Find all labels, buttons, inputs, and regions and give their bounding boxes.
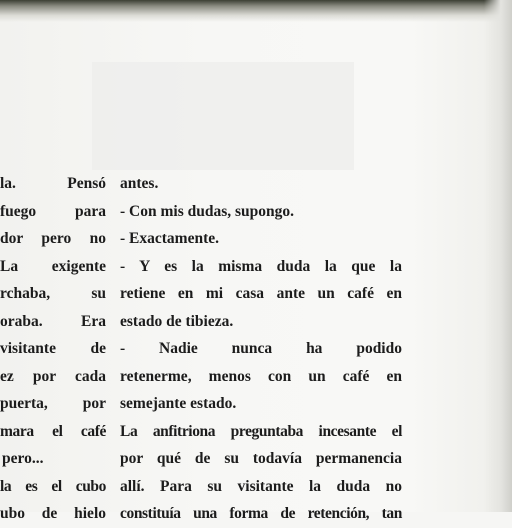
right-line-9: semejante estado. <box>120 395 237 412</box>
right-line-10: La anfitriona preguntaba incesante el <box>120 422 402 440</box>
page-right-shadow <box>484 0 512 512</box>
right-line-6: estado de tibieza. <box>120 312 234 330</box>
right-line-4: - Y es la misma duda la que la <box>120 257 402 275</box>
left-line-3: dor pero no <box>0 230 106 247</box>
left-line-7: visitante de <box>0 340 106 357</box>
right-text-column <box>120 170 402 528</box>
left-line-9: puerta, por <box>0 395 106 412</box>
show-through-block <box>92 62 354 170</box>
left-line-13: ubo de hielo <box>0 505 106 522</box>
right-line-12: allí. Para su visitante la duda no <box>120 477 402 495</box>
left-line-8: ez por cada <box>0 367 106 385</box>
left-text-column <box>0 170 106 528</box>
right-line-1: antes. <box>120 175 159 192</box>
left-line-1: la. Pensó <box>0 175 106 192</box>
right-line-2: - Con mis dudas, supongo. <box>120 202 295 220</box>
left-line-12: la es el cubo <box>0 477 106 495</box>
left-line-6: oraba. Era <box>0 312 106 330</box>
right-line-3: - Exactamente. <box>120 230 219 247</box>
right-line-8: retenerme, menos con un café en <box>120 367 402 385</box>
right-line-7: - Nadie nunca ha podido <box>120 340 402 357</box>
right-line-5: retiene en mi casa ante un café en <box>120 285 402 302</box>
left-line-10: mara el café <box>0 422 106 440</box>
left-line-2: fuego para <box>0 202 106 220</box>
left-line-5: rchaba, su <box>0 285 106 302</box>
left-line-4: La exigente <box>0 257 106 275</box>
right-line-11: por qué de su todavía permanencia <box>120 450 402 467</box>
left-line-11: pero... <box>2 450 44 467</box>
right-line-13: constituía una forma de retención, tan <box>120 505 402 522</box>
page-top-shadow <box>0 0 512 22</box>
